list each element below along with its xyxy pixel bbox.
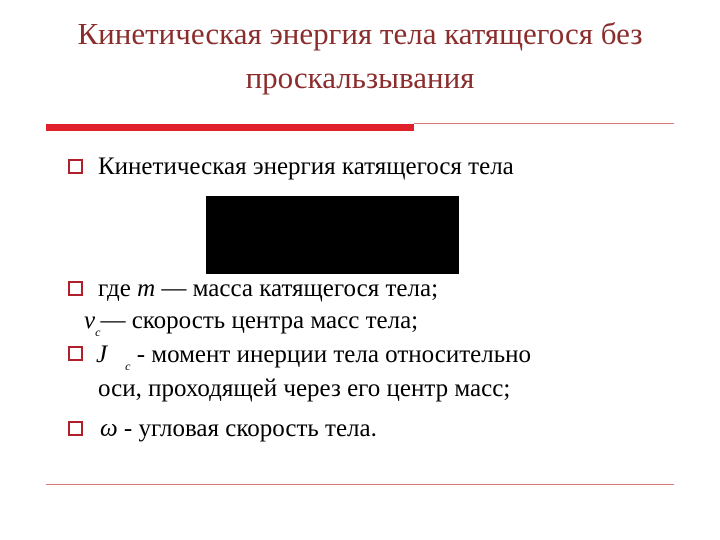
bullet-moment-continuation: оси, проходящей через его центр масс; [98,375,511,402]
bullet-mass-text [98,274,438,304]
inertia-symbol: J [96,341,108,368]
mass-symbol: m [137,275,156,302]
bullet-moment-rest: - момент инерции тела относительно [130,341,532,368]
bullet-angular-velocity-text [100,414,377,444]
bullet-square-icon [68,346,83,361]
title-accent-rule [46,124,414,131]
omega-symbol: ω [100,415,118,442]
bottom-rule [46,484,674,485]
bullet-square-icon [68,159,83,174]
inertia-subscript: c [125,359,131,373]
velocity-line-text [84,306,418,339]
bullet-mass-prefix: где [98,275,138,302]
bullet-mass-rest: — масса катящегося тела; [155,275,439,302]
slide-title-line-1: Кинетическая энергия тела катящегося без [77,16,643,51]
title-thin-rule [414,123,674,124]
bullet-square-icon [68,421,83,436]
slide-title-line-2: проскальзывания [245,60,475,95]
slide-title [0,12,720,100]
velocity-subscript: c [95,325,101,339]
formula-image [206,196,459,274]
bullet-square-icon [68,281,83,296]
bullet-kinetic-energy-text: Кинетическая энергия катящегося тела [98,153,514,180]
velocity-description: — скорость центра масс тела; [100,307,419,334]
bullet-angular-velocity-rest: - угловая скорость тела. [117,415,377,442]
bullet-moment-text [96,340,531,373]
velocity-symbol: v [84,307,96,334]
